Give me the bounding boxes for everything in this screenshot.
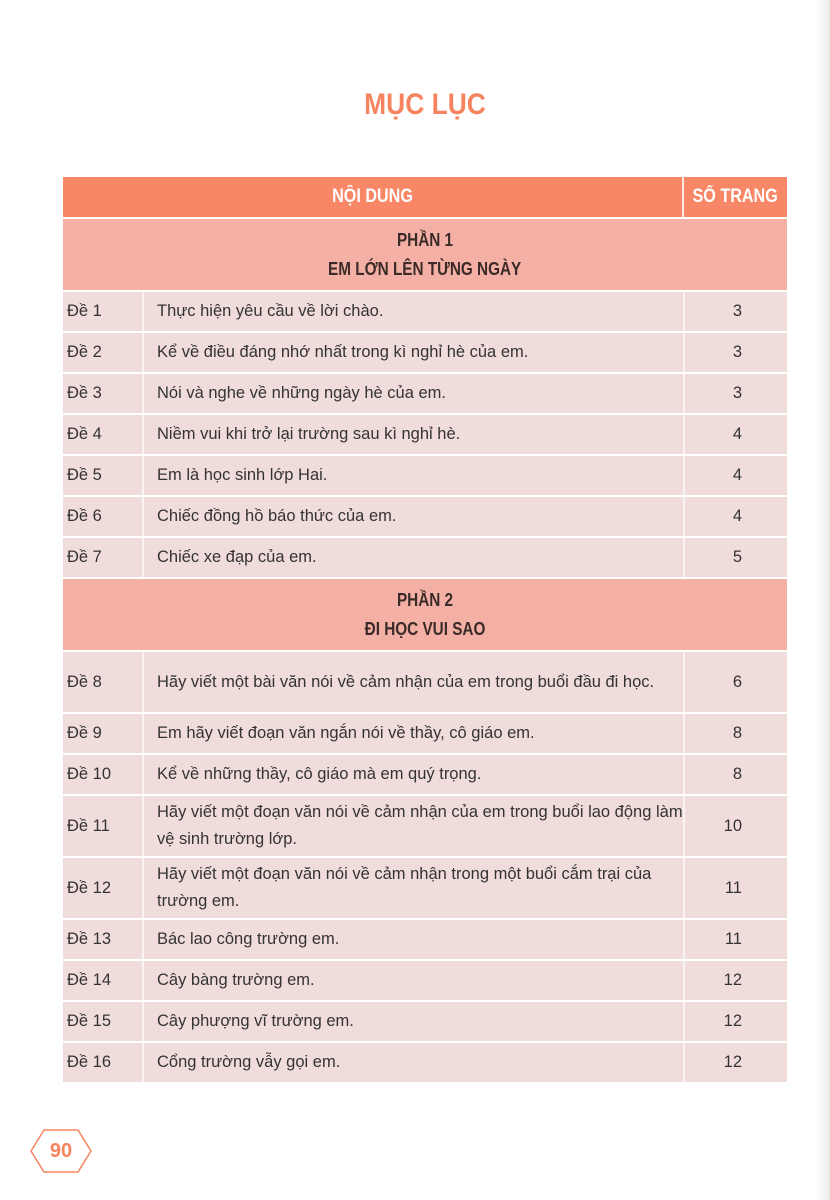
row-number: Đề 2	[63, 333, 144, 372]
row-title: Niềm vui khi trở lại trường sau kì nghỉ hè.	[144, 415, 685, 454]
row-page: 12	[723, 971, 742, 989]
page-number-badge	[30, 1128, 92, 1174]
toc-row[interactable]	[63, 538, 787, 577]
toc-row[interactable]	[63, 1002, 787, 1041]
part-name: ĐI HỌC VUI SAO	[364, 618, 486, 639]
row-page: 3	[732, 343, 742, 361]
toc-row[interactable]	[63, 456, 787, 495]
page-title: MỤC LỤC	[364, 88, 486, 121]
toc-row[interactable]	[63, 961, 787, 1000]
row-title: Hãy viết một đoạn văn nói về cảm nhận trong một buổi cắm trại của trường em.	[144, 858, 685, 918]
row-page: 8	[732, 724, 742, 742]
row-number: Đề 5	[63, 456, 144, 495]
row-title: Chiếc xe đạp của em.	[144, 538, 685, 577]
row-number: Đề 6	[63, 497, 144, 536]
row-number: Đề 4	[63, 415, 144, 454]
toc-row[interactable]	[63, 415, 787, 454]
page-number: 90	[49, 1139, 73, 1162]
row-page: 3	[732, 384, 742, 402]
toc-row[interactable]	[63, 920, 787, 959]
part-2-heading	[63, 579, 787, 650]
toc-row[interactable]	[63, 652, 787, 712]
row-title: Nói và nghe về những ngày hè của em.	[144, 374, 685, 413]
page-edge-shadow	[816, 0, 830, 1200]
part-label: PHẦN 2	[396, 589, 454, 610]
toc-row[interactable]	[63, 497, 787, 536]
table-of-contents	[63, 177, 787, 1082]
part-name: EM LỚN LÊN TỪNG NGÀY	[328, 258, 522, 279]
row-title: Cổng trường vẫy gọi em.	[144, 1043, 685, 1082]
row-title: Kể về những thầy, cô giáo mà em quý trọng.	[144, 755, 685, 794]
header-content-label: NỘI DUNG	[332, 186, 413, 207]
toc-row[interactable]	[63, 1043, 787, 1082]
row-title: Bác lao công trường em.	[144, 920, 685, 959]
row-page: 10	[723, 816, 742, 835]
table-header	[63, 177, 787, 217]
toc-row[interactable]	[63, 796, 787, 856]
row-page: 5	[732, 548, 742, 566]
row-title: Cây phượng vĩ trường em.	[144, 1002, 685, 1041]
row-title: Thực hiện yêu cầu về lời chào.	[144, 292, 685, 331]
row-page: 11	[724, 930, 742, 948]
row-title: Kể về điều đáng nhớ nhất trong kì nghỉ hè của em.	[144, 333, 685, 372]
toc-row[interactable]	[63, 755, 787, 794]
row-number: Đề 8	[63, 652, 144, 712]
row-number: Đề 15	[63, 1002, 144, 1041]
header-content	[63, 177, 684, 217]
row-title: Em là học sinh lớp Hai.	[144, 456, 685, 495]
row-number: Đề 7	[63, 538, 144, 577]
row-page: 11	[724, 878, 742, 897]
part-1-heading	[63, 219, 787, 290]
row-page: 12	[723, 1012, 742, 1030]
header-page	[684, 177, 787, 217]
row-page: 6	[732, 672, 742, 691]
row-title: Em hãy viết đoạn văn ngắn nói về thầy, cô giáo em.	[144, 714, 685, 753]
row-title: Cây bàng trường em.	[144, 961, 685, 1000]
row-number: Đề 1	[63, 292, 144, 331]
toc-row[interactable]	[63, 858, 787, 918]
row-title: Chiếc đồng hồ báo thức của em.	[144, 497, 685, 536]
row-title: Hãy viết một bài văn nói về cảm nhận của em trong buổi đầu đi học.	[144, 652, 685, 712]
toc-row[interactable]	[63, 714, 787, 753]
row-page: 4	[732, 425, 742, 443]
row-number: Đề 13	[63, 920, 144, 959]
row-page: 4	[732, 466, 742, 484]
row-page: 3	[732, 302, 742, 320]
header-page-label: SỐ TRANG	[692, 186, 779, 207]
part-label: PHẦN 1	[396, 229, 454, 250]
toc-row[interactable]	[63, 374, 787, 413]
row-number: Đề 3	[63, 374, 144, 413]
row-title: Hãy viết một đoạn văn nói về cảm nhận của em trong buổi lao động làm vệ sinh trường lớp.	[144, 796, 685, 856]
toc-row[interactable]	[63, 292, 787, 331]
row-number: Đề 14	[63, 961, 144, 1000]
row-number: Đề 10	[63, 755, 144, 794]
row-number: Đề 9	[63, 714, 144, 753]
toc-row[interactable]	[63, 333, 787, 372]
row-page: 8	[732, 765, 742, 783]
row-number: Đề 16	[63, 1043, 144, 1082]
row-number: Đề 11	[63, 796, 144, 856]
row-page: 4	[732, 507, 742, 525]
row-number: Đề 12	[63, 858, 144, 918]
row-page: 12	[723, 1053, 742, 1071]
